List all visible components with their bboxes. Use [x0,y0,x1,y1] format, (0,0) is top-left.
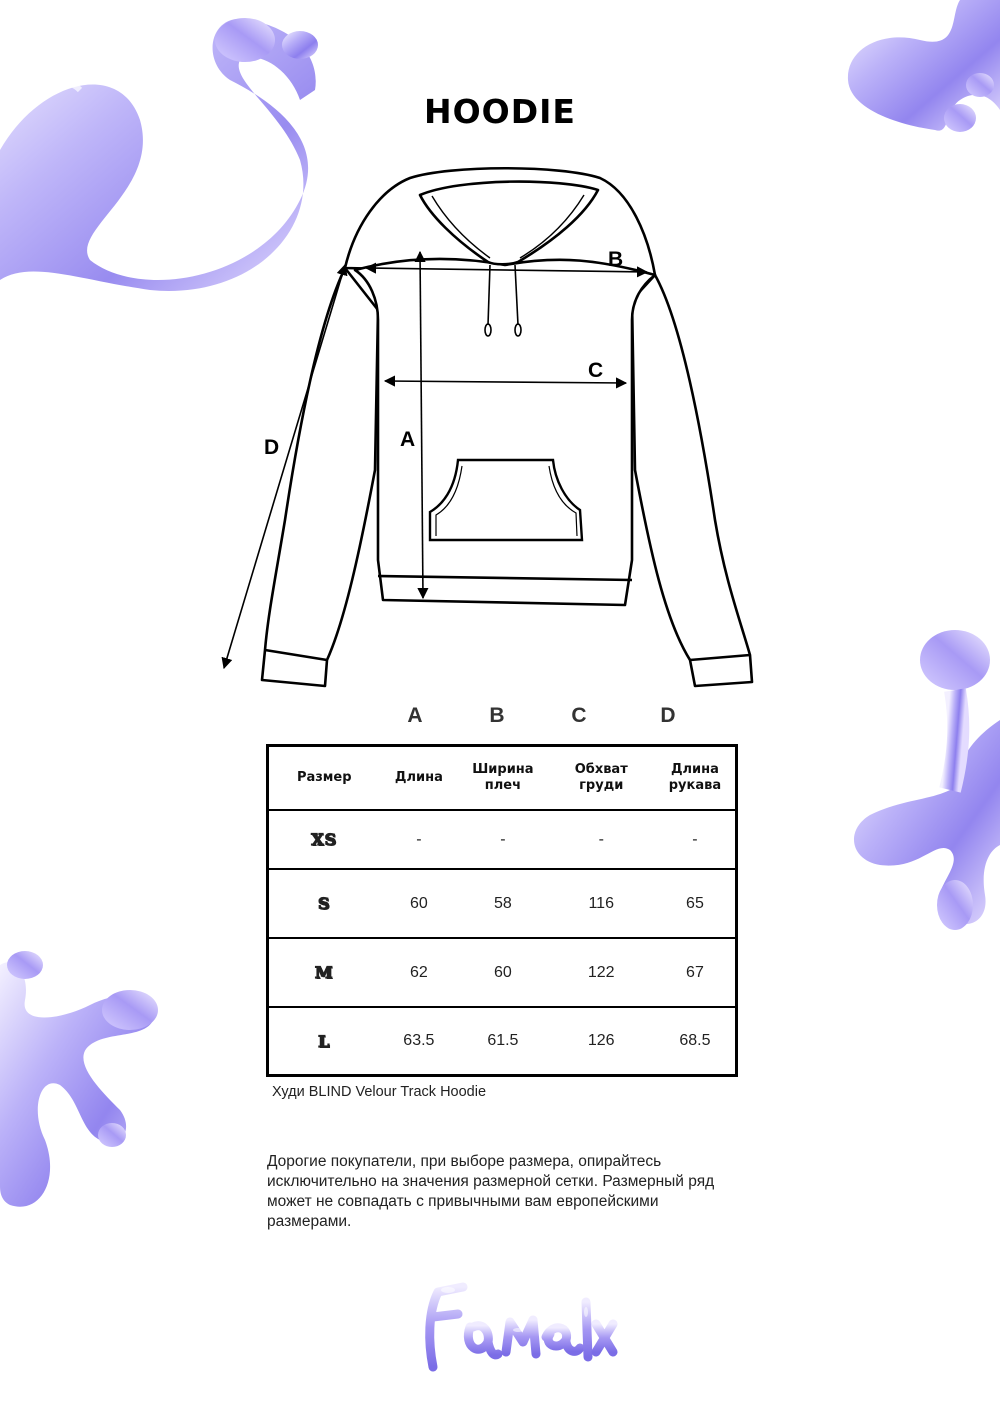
cell-sleeve-length: 67 [655,938,737,1007]
cell-shoulder-width: - [458,810,547,869]
blob-right-middle [854,630,1000,930]
header-sleeve-length: Длина рукава [655,746,737,811]
page-title: HOODIE [424,92,576,131]
header-chest: Обхват груди [548,746,655,811]
size-table [266,744,738,1077]
column-letter-a: A [407,704,423,727]
label-b: B [608,248,624,271]
table-row [268,869,737,938]
cell-length: 63.5 [403,1032,435,1049]
header-shoulder-width: Ширина плеч [458,746,547,811]
brand-logo [418,1272,618,1382]
table-header-row [268,746,737,811]
size-label: XS [268,810,380,869]
column-letters [0,704,1000,734]
header-length: Длина [380,746,459,811]
cell-chest: 126 [587,1032,615,1049]
cell-chest: - [548,810,655,869]
column-letter-c: C [571,704,587,727]
cell-sleeve-length: 65 [655,869,737,938]
sizing-note: Дорогие покупатели, при выборе размера, опирайтесь исключительно на значения размерной сетки. Размерный ряд может не совпадать с привычными вам европейскими размерами. [267,1153,715,1230]
cell-length: - [380,810,459,869]
table-row [268,1007,737,1076]
cell-chest: 122 [548,938,655,1007]
cell-chest: 116 [548,869,655,938]
cell-length: 60 [380,869,459,938]
label-a: A [400,428,416,451]
product-caption: Худи BLIND Velour Track Hoodie [272,1084,487,1100]
cell-shoulder-width: 58 [458,869,547,938]
size-label: L [318,1031,331,1051]
column-letter-b: B [489,704,505,727]
cell-sleeve-length: 68.5 [679,1032,711,1049]
cell-length: 62 [380,938,459,1007]
header-size: Размер [268,746,380,811]
hoodie-outline [262,168,752,686]
cell-sleeve-length: - [655,810,737,869]
cell-shoulder-width: 60 [458,938,547,1007]
size-label: S [268,869,380,938]
blob-bottom-left [0,951,158,1207]
hoodie-diagram [200,160,800,700]
cell-shoulder-width: 61.5 [487,1032,519,1049]
table-row [268,938,737,1007]
table-row [268,810,737,869]
label-c: C [588,359,604,382]
size-label: M [268,938,380,1007]
label-d: D [264,436,280,459]
column-letter-d: D [660,704,676,727]
